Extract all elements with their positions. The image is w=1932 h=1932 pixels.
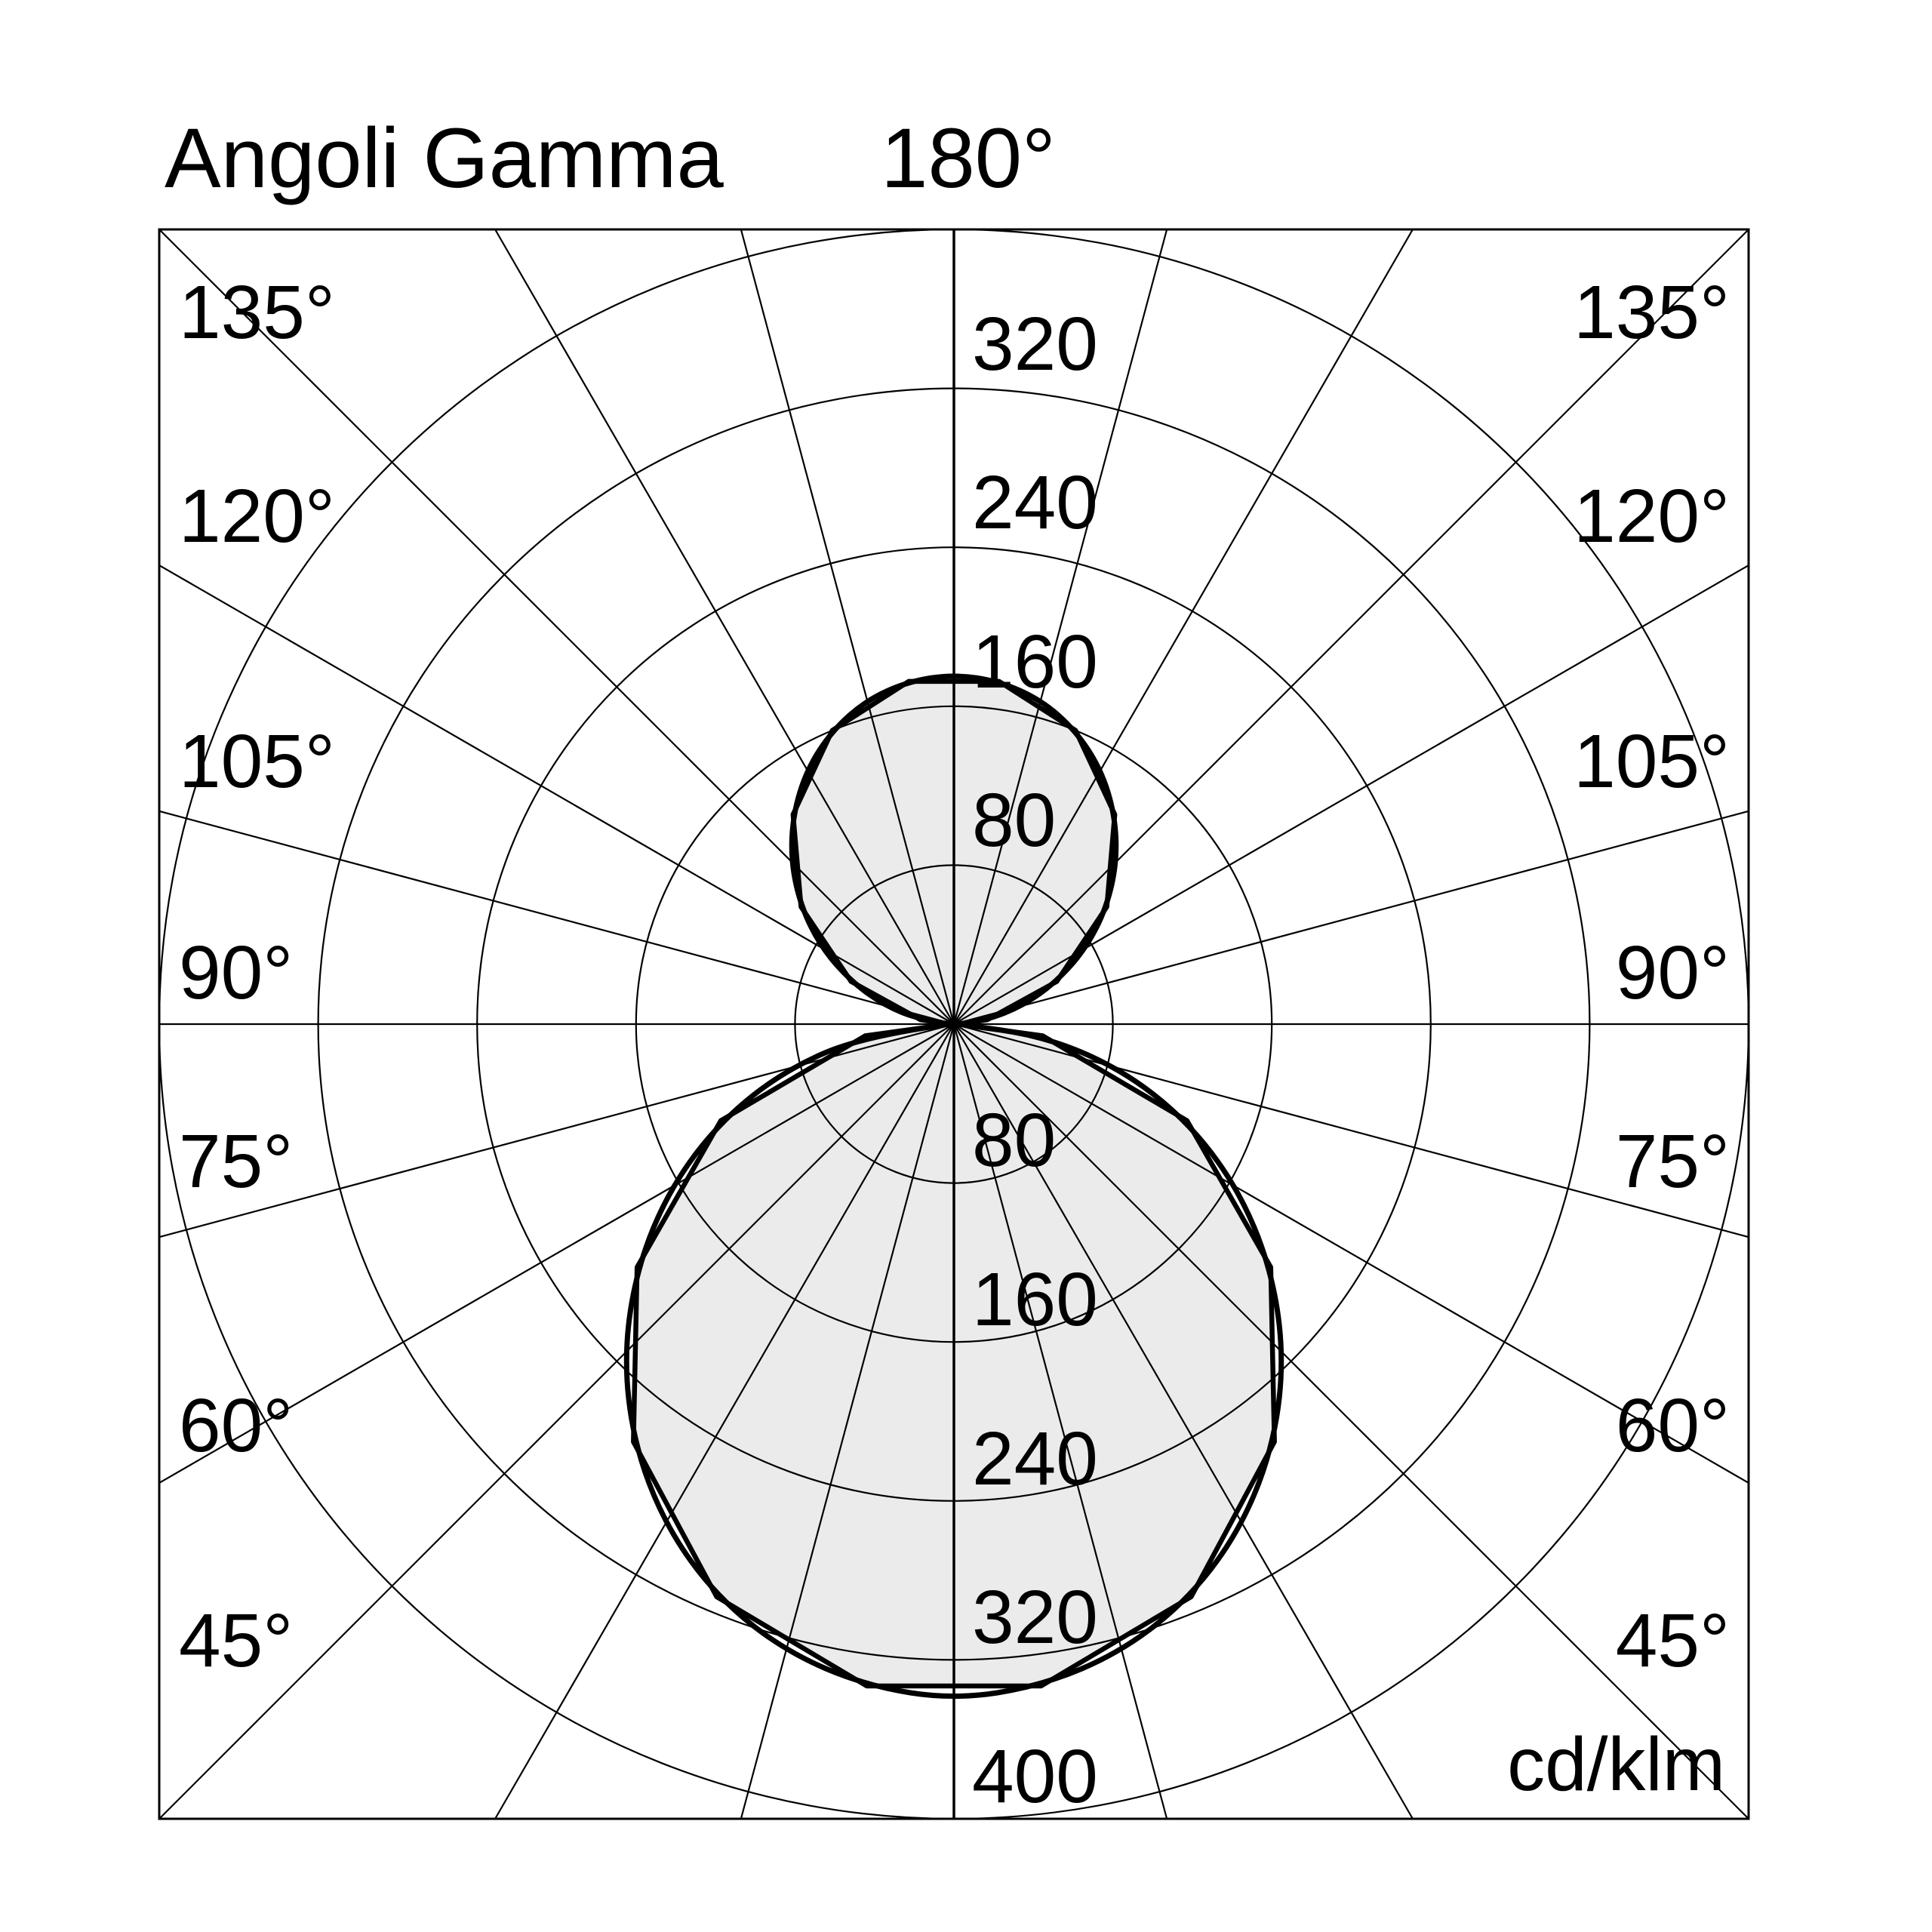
left-angle-label-135: 135° <box>179 270 335 355</box>
right-angle-label-75: 75° <box>1615 1119 1730 1204</box>
left-angle-label-120: 120° <box>179 474 335 558</box>
tick-label-down-240: 240 <box>972 1417 1098 1501</box>
tick-label-up-320: 320 <box>972 302 1098 386</box>
left-angle-label-45: 45° <box>179 1598 294 1683</box>
left-angle-label-75: 75° <box>179 1119 294 1204</box>
grid-radial-330 <box>495 229 954 1024</box>
right-angle-label-135: 135° <box>1574 270 1730 355</box>
unit-label-cd-klm: cd/klm <box>1507 1722 1725 1807</box>
tick-label-up-240: 240 <box>972 460 1098 545</box>
right-angle-label-105: 105° <box>1574 719 1730 804</box>
left-angle-label-60: 60° <box>179 1383 294 1468</box>
tick-label-down-80: 80 <box>972 1098 1057 1183</box>
left-angle-label-105: 105° <box>179 719 335 804</box>
right-angle-label-45: 45° <box>1615 1598 1730 1683</box>
tick-label-up-80: 80 <box>972 778 1057 863</box>
right-angle-label-90: 90° <box>1615 931 1730 1015</box>
right-angle-label-60: 60° <box>1615 1383 1730 1468</box>
tick-label-down-320: 320 <box>972 1575 1098 1660</box>
left-angle-label-90: 90° <box>179 931 294 1015</box>
chart-title: Angoli Gamma <box>165 111 724 205</box>
right-angle-label-120: 120° <box>1574 474 1730 558</box>
tick-label-down-160: 160 <box>972 1257 1098 1342</box>
top-axis-label-180: 180° <box>881 111 1056 205</box>
tick-label-down-400: 400 <box>972 1734 1098 1819</box>
tick-label-up-160: 160 <box>972 620 1098 704</box>
